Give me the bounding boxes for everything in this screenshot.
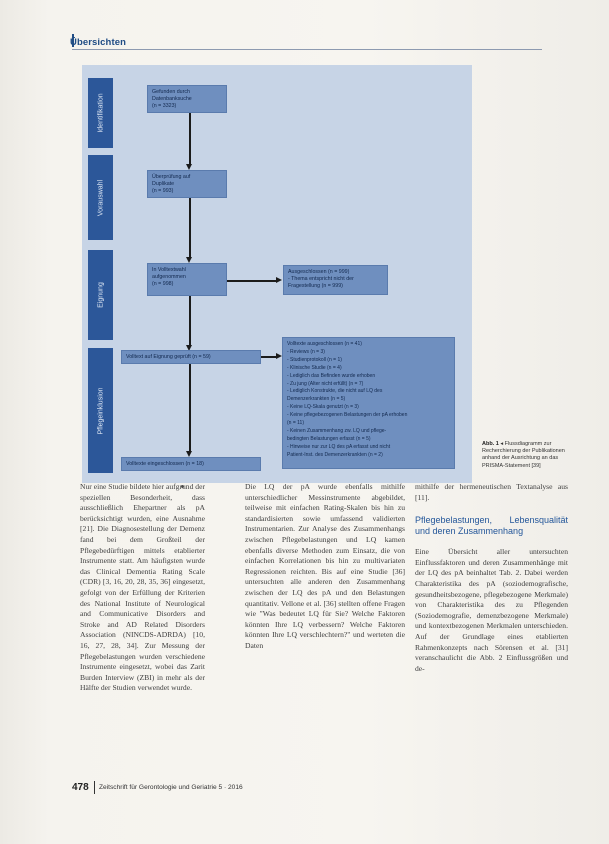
box-screened: Überprüfung auf Duplikate (n = 993): [147, 170, 227, 198]
stage-screening: Vorauswahl: [88, 155, 113, 240]
box-assessed: In Volltextwahl aufgenommen (n = 998): [147, 263, 227, 296]
stage-eligibility: Eignung: [88, 250, 113, 340]
arrow-right-1: [227, 280, 277, 282]
footer-separator: [94, 781, 95, 794]
arrow-down-3: [189, 296, 191, 346]
body-column-1: Nur eine Studie bildete hier aufgrund der speziellen Besonderheit, dass ausschließlich Ehepartner als pA berücksichtigt wurden, eine Ausnahme [21]. Die Diagnosestellung der Demenz fand bei dem Großteil der Pflegebedürftigen mittels etablierter Instrumente statt. Am häufigsten wurde das Clinical Dementia Rating Scale (CDR) [3, 16, 20, 28, 35, 36] eingesetzt, gefolgt von der Erfüllung der Kriterien des National Institute of Neurological and Communicative Disorders and Stroke and AD Related Disorders Association (NINCDS-ADRDA) [10, 16, 27, 28, 34]. Zur Messung der Pflegebelastungen wurden verschiedene Instrumente eingesetzt, wobei das Zarit Burden Interview (ZBI) in mehr als der Hälfte der Studien verwendet wurde.: [80, 482, 205, 693]
arrow-right-2: [261, 356, 277, 358]
col3-intro: mithilfe der hermeneutischen Textanalyse aus [11].: [415, 482, 568, 502]
section-header: Übersichten: [70, 37, 127, 48]
col3-text: Eine Übersicht aller untersuchten Einflussfaktoren und deren Zusammenhänge mit der LQ des pA beinhaltet Tab. 2. Dabei werden Charakteristika des pA (soziodemografische, gesundheitsbezogene, pflegebezogene Merkmale) von Charakteristika des zu Pflegenden (Soziodemografie, demenzbezogene Merkmale) und kontextbezogenen Merkmalen unterschieden. Auf der Grundlage eines etablierten Rahmenkonzepts nach Sörensen et al. [31] veranschaulicht die Abb. 2 Einflussgrößen und de-: [415, 547, 568, 673]
arrow-down-2: [189, 198, 191, 258]
box-eligibility: Volltext auf Eignung geprüft (n = 59): [121, 350, 261, 364]
page-number: 478: [72, 782, 89, 793]
box-excluded-screening: Ausgeschlossen (n = 999) - Thema entspricht nicht der Fragestellung (n = 999): [283, 265, 388, 295]
header-rule: [72, 49, 542, 50]
section-heading: Pflegebelastungen, Lebensqualität und deren Zusammenhang: [415, 515, 568, 537]
stage-inclusion: Pflegeinklusion: [88, 348, 113, 473]
figure-caption: Abb. 1 ◂ Flussdiagramm zur Recherchierung der Publikationen anhand der Ausrichtung an das PRISMA-Statement [39]: [482, 441, 565, 469]
body-column-2: Die LQ der pA wurde ebenfalls mithilfe unterschiedlicher Messinstrumente abgebildet, teilweise mit einfachen Rating-Skalen bis hin zu standardisierten sowie umfassend validierten Instrumentarien. Zur Analyse des Zusammenhangs zwischen Pflegebelastungen und LQ kamen ebenfalls diverse Methoden zum Einsatz, die von einfachen Korrelationen bis hin zu multivariaten Regressionen reichten. Bis auf eine Studie [36] untersuchten alle anderen den Zusammenhang zwischen der LQ des pA und den Belastungen quantitativ. Vellone et al. [36] stellten offene Fragen wie "Was bedeutet LQ für Sie? Welche Faktoren könnten Ihre LQ verbessern? Welche Faktoren könnten Ihre LQ verschlechtern?" und werteten die Daten: [245, 482, 405, 650]
arrow-down-1: [189, 113, 191, 165]
journal-title: Zeitschrift für Gerontologie und Geriatrie 5 · 2016: [99, 784, 243, 791]
body-column-3: [415, 482, 568, 674]
arrow-down-4: [189, 364, 191, 452]
box-identified: Gefunden durch Datenbanksuche (n = 3323): [147, 85, 227, 113]
box-excluded-fulltext: Volltexte ausgeschlossen (n = 41) - Reviews (n = 3) - Studienprotokoll (n = 1) - Klinische Studie (n = 4) - Lediglich das Befinden wurde erhoben - Zu jung (Alter nicht erfüllt) (n = 7) - Lediglich Konstrukte, die nicht auf LQ des Demenzerkrankten (n = 5) - Keine LQ-Skala genutzt (n = 3) - Keine pflegebezogenen Belastungen der pA erhoben (n = 11) - Keinen Zusammenhang zw. LQ und pflege- bedingten Belastungen erfasst (n = 5) - Hinweise nur zur LQ des pA erfasst und nicht Patient-Inst. des Demenzerkrankten (n = 2): [282, 337, 455, 469]
stage-identification: Identifikation: [88, 78, 113, 148]
box-included: Volltexte eingeschlossen (n = 18): [121, 457, 261, 471]
